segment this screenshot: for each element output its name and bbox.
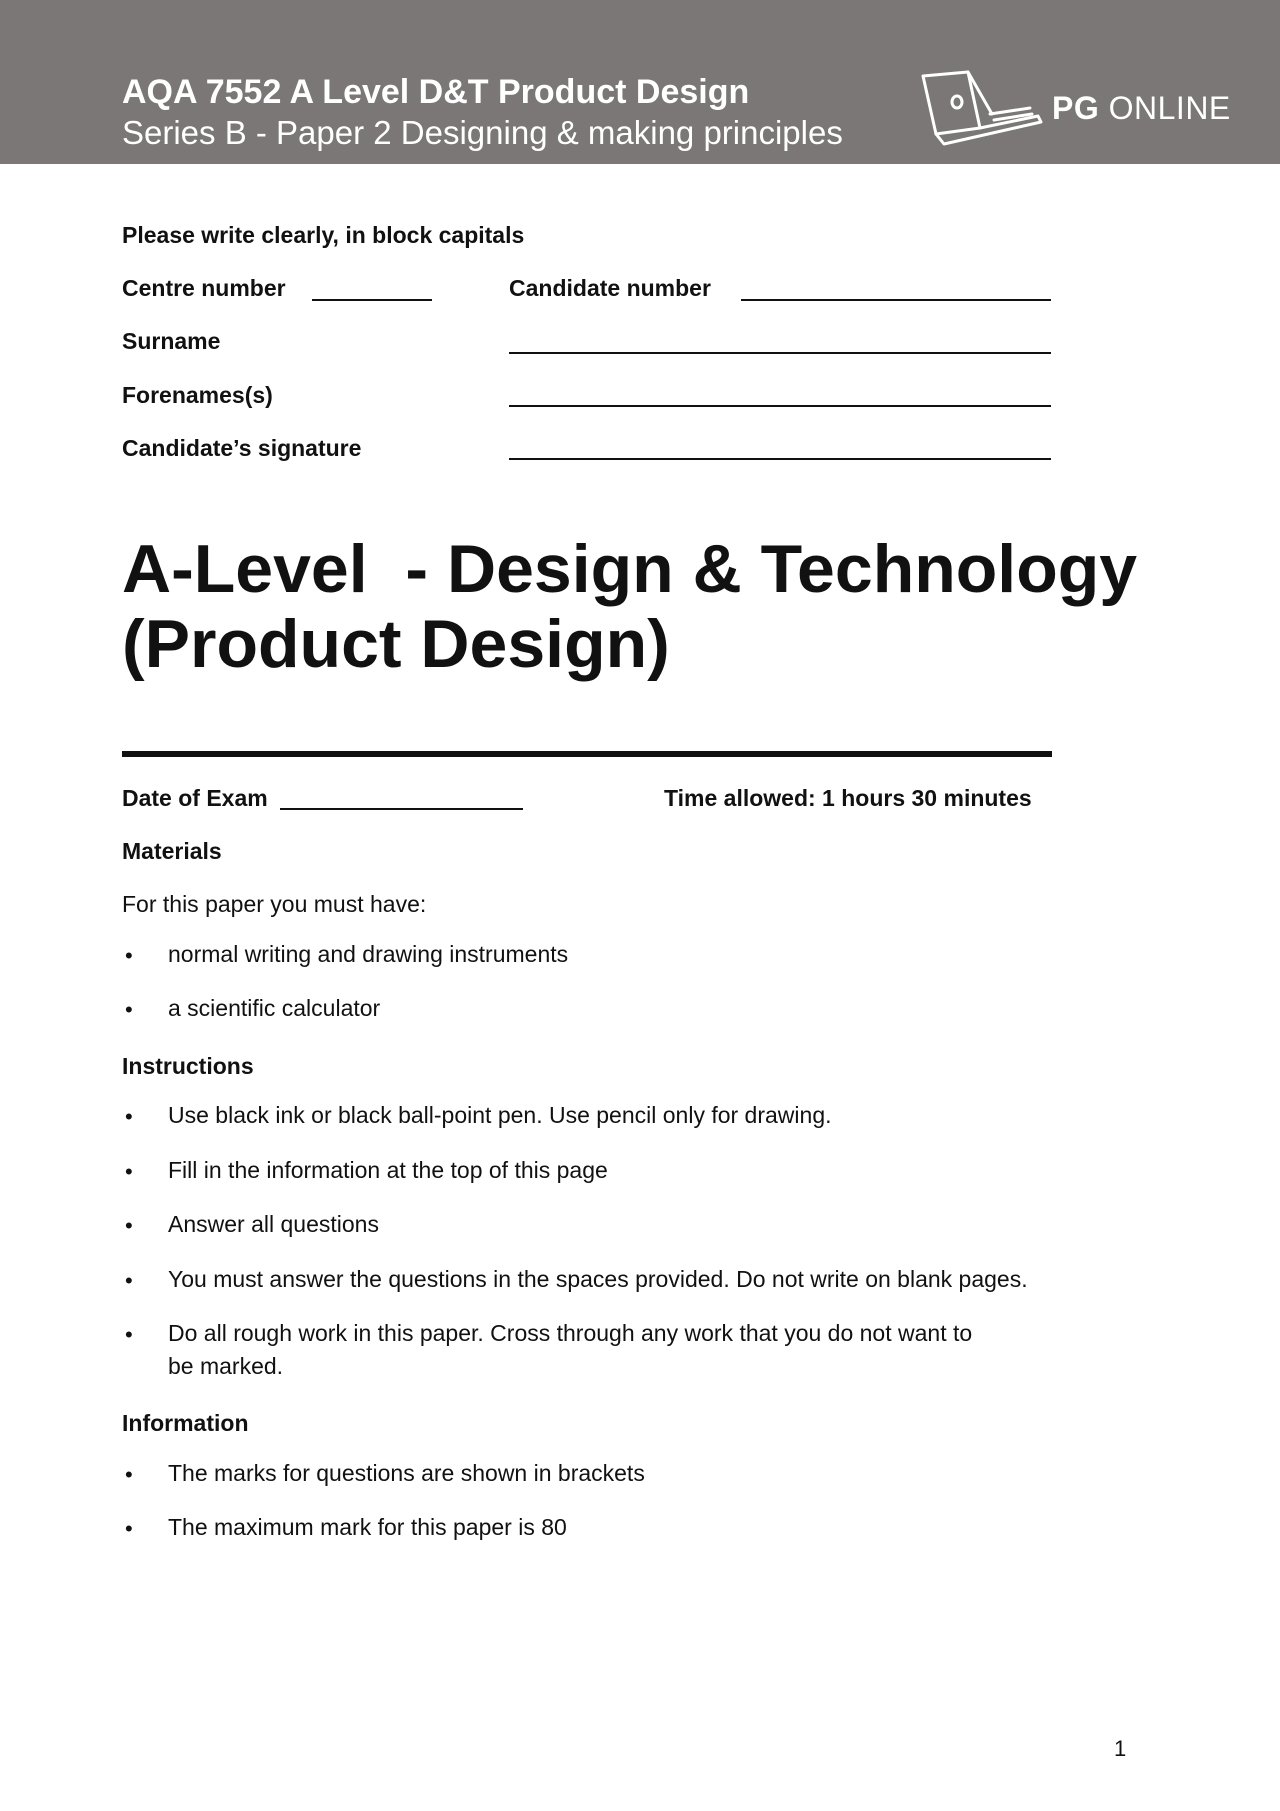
centre-number-label: Centre number bbox=[122, 275, 286, 301]
forenames-field[interactable] bbox=[509, 405, 1051, 407]
title-line-2: (Product Design) bbox=[122, 606, 670, 682]
header-banner bbox=[0, 0, 1280, 164]
laptop-logo-icon bbox=[920, 70, 1045, 150]
information-item: The marks for questions are shown in brackets bbox=[168, 1460, 645, 1486]
bullet: • bbox=[125, 1268, 133, 1293]
bullet: • bbox=[125, 943, 133, 968]
bullet: • bbox=[125, 1104, 133, 1129]
date-of-exam-label: Date of Exam bbox=[122, 785, 268, 811]
bullet: • bbox=[125, 997, 133, 1022]
candidate-number-field[interactable] bbox=[741, 299, 1051, 301]
centre-number-field[interactable] bbox=[312, 299, 432, 301]
instruction-item: Answer all questions bbox=[168, 1211, 379, 1237]
instruction-item: Use black ink or black ball-point pen. Use pencil only for drawing. bbox=[168, 1102, 832, 1128]
surname-label: Surname bbox=[122, 328, 221, 354]
brand-light: ONLINE bbox=[1108, 90, 1231, 126]
surname-field[interactable] bbox=[509, 352, 1051, 354]
information-item: The maximum mark for this paper is 80 bbox=[168, 1514, 567, 1540]
instruction-item: You must answer the questions in the spaces provided. Do not write on blank pages. bbox=[168, 1266, 1028, 1292]
page-number: 1 bbox=[1114, 1736, 1127, 1761]
bullet: • bbox=[125, 1213, 133, 1238]
signature-label: Candidate’s signature bbox=[122, 435, 362, 461]
materials-heading: Materials bbox=[122, 838, 222, 864]
bullet: • bbox=[125, 1322, 133, 1347]
time-allowed: Time allowed: 1 hours 30 minutes bbox=[664, 785, 1032, 811]
materials-intro: For this paper you must have: bbox=[122, 891, 427, 917]
signature-field[interactable] bbox=[509, 458, 1051, 460]
instruction-item-continuation: be marked. bbox=[168, 1353, 284, 1379]
bullet: • bbox=[125, 1159, 133, 1184]
brand-logo-text bbox=[1052, 90, 1231, 127]
materials-item: normal writing and drawing instruments bbox=[168, 941, 569, 967]
brand-bold: PG bbox=[1052, 90, 1100, 126]
page-title bbox=[122, 532, 1137, 682]
instructions-heading: Instructions bbox=[122, 1053, 254, 1079]
form-instruction: Please write clearly, in block capitals bbox=[122, 222, 525, 248]
title-divider bbox=[122, 751, 1052, 757]
date-of-exam-field[interactable] bbox=[280, 808, 523, 810]
header-subtitle: Series B - Paper 2 Designing & making principles bbox=[122, 114, 843, 151]
materials-item: a scientific calculator bbox=[168, 995, 381, 1021]
header-title: AQA 7552 A Level D&T Product Design bbox=[122, 73, 750, 111]
bullet: • bbox=[125, 1516, 133, 1541]
candidate-number-label: Candidate number bbox=[509, 275, 711, 301]
forenames-label: Forenames(s) bbox=[122, 382, 273, 408]
instruction-item: Do all rough work in this paper. Cross through any work that you do not want to bbox=[168, 1320, 973, 1346]
information-heading: Information bbox=[122, 1410, 249, 1436]
title-line-1: A-Level - Design & Technology bbox=[122, 531, 1138, 607]
instruction-item: Fill in the information at the top of this page bbox=[168, 1157, 608, 1183]
bullet: • bbox=[125, 1462, 133, 1487]
